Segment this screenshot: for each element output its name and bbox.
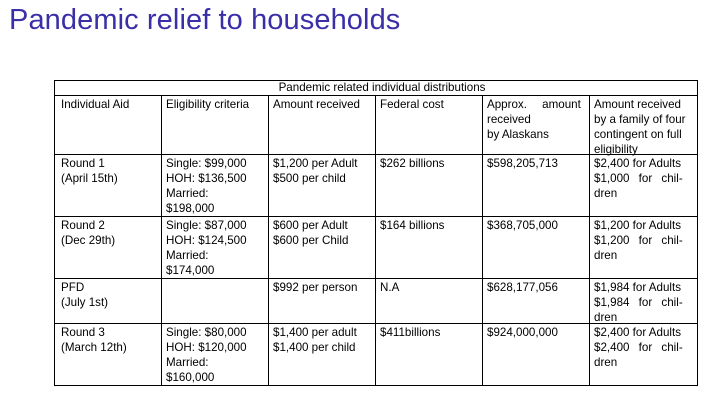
cell-amount-received: $1,400 per adult $1,400 per child xyxy=(269,324,376,385)
cell-family-amount: $2,400 for Adults $1,000 for chil- dren xyxy=(594,157,683,200)
cell-family-amount: $1,200 for Adults $1,200 for chil- dren xyxy=(594,219,683,262)
cell-alaskans-amount: $368,705,000 xyxy=(483,217,590,278)
table-row xyxy=(55,324,697,385)
header-family-of-four: Amount received by a family of four contingent on full eligibility xyxy=(594,98,686,156)
table-row xyxy=(55,155,697,217)
cell-eligibility: Single: $99,000 HOH: $136,500 Married: $198,000 xyxy=(162,155,269,216)
table-row xyxy=(55,279,697,324)
cell-family-amount: $1,984 for Adults $1,984 for chil- dren xyxy=(594,281,683,324)
header-amount-received: Amount received xyxy=(269,96,376,154)
cell-individual-aid: Round 3 (March 12th) xyxy=(55,324,162,385)
cell-federal-cost: $262 billions xyxy=(376,155,483,216)
header-federal-cost: Federal cost xyxy=(376,96,483,154)
cell-federal-cost: $164 billions xyxy=(376,217,483,278)
table-caption-text: Pandemic related individual distributions xyxy=(278,81,486,94)
cell-federal-cost: N.A xyxy=(376,279,483,323)
cell-alaskans-amount: $924,000,000 xyxy=(483,324,590,385)
cell-alaskans-amount: $598,205,713 xyxy=(483,155,590,216)
cell-eligibility xyxy=(162,279,269,323)
header-eligibility-criteria: Eligibility criteria xyxy=(162,96,269,154)
header-individual-aid: Individual Aid xyxy=(55,96,162,154)
cell-eligibility: Single: $87,000 HOH: $124,500 Married: $174,000 xyxy=(162,217,269,278)
table-caption xyxy=(55,81,697,96)
cell-individual-aid: Round 1 (April 15th) xyxy=(55,155,162,216)
distributions-table xyxy=(54,80,698,386)
cell-individual-aid: Round 2 (Dec 29th) xyxy=(55,217,162,278)
slide-title: Pandemic relief to households xyxy=(9,4,401,36)
cell-alaskans-amount: $628,177,056 xyxy=(483,279,590,323)
cell-family-amount: $2,400 for Adults $2,400 for chil- dren xyxy=(594,326,683,369)
table-row xyxy=(55,217,697,279)
cell-federal-cost: $411billions xyxy=(376,324,483,385)
cell-amount-received: $600 per Adult $600 per Child xyxy=(269,217,376,278)
cell-amount-received: $992 per person xyxy=(269,279,376,323)
cell-eligibility: Single: $80,000 HOH: $120,000 Married: $160,000 xyxy=(162,324,269,385)
header-approx-amount-alaskans: Approx. amount received by Alaskans xyxy=(483,96,590,154)
cell-individual-aid: PFD (July 1st) xyxy=(55,279,162,323)
cell-amount-received: $1,200 per Adult $500 per child xyxy=(269,155,376,216)
table-header-row xyxy=(55,96,697,155)
